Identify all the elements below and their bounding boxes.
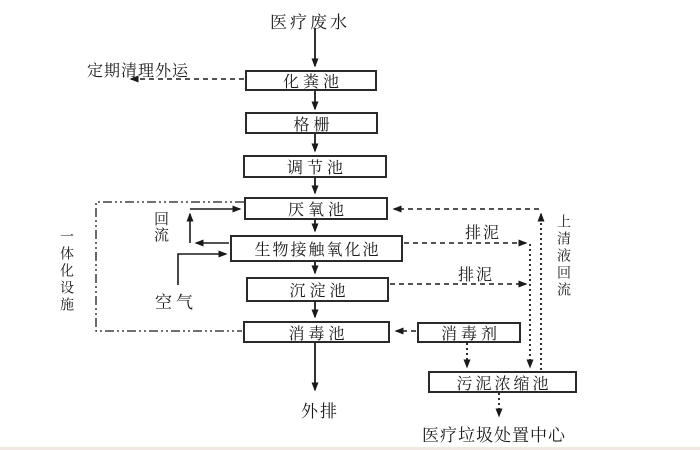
medical-waste-center-label: 医疗垃圾处置中心 (422, 426, 566, 445)
outfall-label: 外排 (301, 402, 339, 421)
supernatant-reflux-label: 上清液回流 (556, 214, 572, 299)
node-sludge-thickening-tank (428, 371, 577, 393)
periodic-cleanup-label: 定期清理外运 (87, 63, 190, 80)
node-bio-contact-oxidation-tank (230, 235, 403, 262)
node-disinfectant (417, 322, 521, 343)
node-disinfection-tank-label: 消毒池 (288, 325, 349, 343)
node-anaerobic-tank-label: 厌氧池 (287, 202, 348, 219)
sludge-discharge-label-bottom: 排泥 (458, 267, 495, 284)
node-anaerobic-tank (244, 197, 388, 220)
node-septic-tank (245, 70, 377, 91)
node-regulating-tank-label: 调节池 (286, 160, 347, 177)
source-label: 医疗废水 (270, 13, 350, 32)
node-sedimentation-tank-label: 沉淀池 (289, 283, 350, 300)
node-regulating-tank (243, 155, 387, 178)
node-bar-screen-label: 格栅 (293, 116, 334, 134)
reflux-label: 回流 (152, 211, 169, 243)
integrated-facility-label: 一体化设施 (59, 229, 75, 314)
node-septic-tank-label: 化粪池 (282, 74, 343, 91)
node-disinfectant-label: 消毒剂 (440, 326, 501, 343)
node-bar-screen (245, 112, 378, 134)
node-sludge-thickening-tank-label: 污泥浓缩池 (456, 375, 552, 393)
sludge-discharge-label-top: 排泥 (465, 225, 502, 242)
node-sedimentation-tank (246, 277, 389, 302)
air-label: 空气 (155, 293, 197, 312)
edge-air-feed (178, 254, 226, 285)
node-bio-contact-oxidation-tank-label: 生物接触氧化池 (254, 242, 381, 259)
node-disinfection-tank (243, 321, 390, 343)
